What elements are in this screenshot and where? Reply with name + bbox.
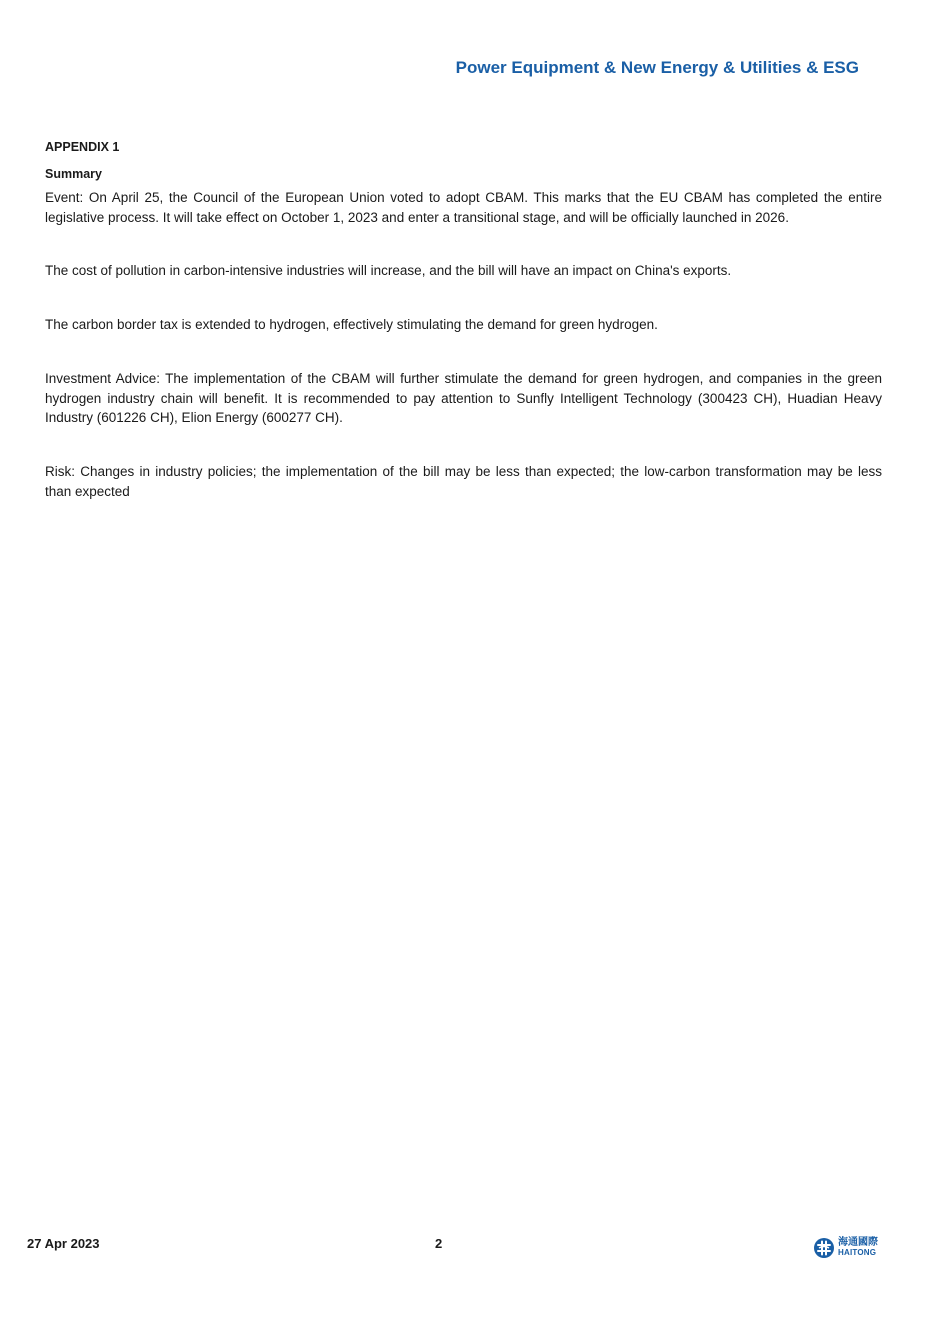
logo-wordmark	[838, 1238, 878, 1258]
hydrogen-tax-paragraph: The carbon border tax is extended to hydrogen, effectively stimulating the demand for green hydrogen.	[45, 317, 658, 333]
investment-advice-paragraph: Investment Advice: The implementation of the CBAM will further stimulate the demand for green hydrogen, and companies in the green hydrogen industry chain will benefit. It is recommended to pay attention to Sunfly Intelligent Technology (300423 CH), Huadian Heavy Industry (601226 CH), Elion Energy (600277 CH).	[45, 370, 882, 426]
footer-date: 27 Apr 2023	[27, 1236, 100, 1251]
logo-english-text: HAITONG	[838, 1248, 877, 1257]
event-paragraph: Event: On April 25, the Council of the European Union voted to adopt CBAM. This marks that the EU CBAM has completed the entire legislative process. It will take effect on October 1, 2023 and enter a transitional stage, and will be officially launched in 2026.	[45, 190, 882, 225]
haitong-logo	[813, 1237, 878, 1259]
risk-paragraph: Risk: Changes in industry policies; the implementation of the bill may be less than expected; the low-carbon transformation may be less than expected	[45, 463, 882, 499]
haitong-logo-icon	[813, 1237, 835, 1259]
report-body	[45, 140, 882, 535]
logo-chinese-text: 海通國際	[838, 1237, 878, 1248]
pollution-cost-paragraph: The cost of pollution in carbon-intensive industries will increase, and the bill will have an impact on China's exports.	[45, 263, 732, 279]
report-sector-title: Power Equipment & New Energy & Utilities & ESG	[455, 58, 859, 77]
appendix-heading: APPENDIX 1	[45, 140, 120, 154]
summary-heading: Summary	[45, 167, 102, 181]
page-number: 2	[435, 1236, 443, 1251]
